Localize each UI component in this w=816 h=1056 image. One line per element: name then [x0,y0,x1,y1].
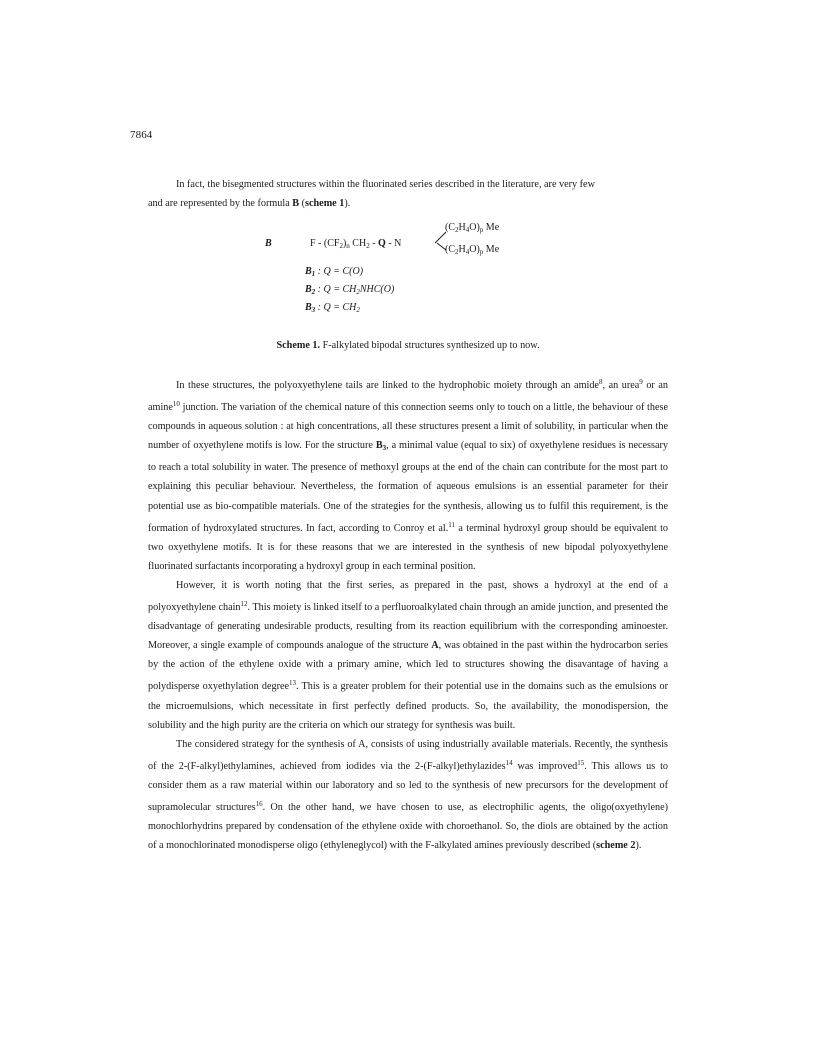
intro-formula-ref: B [292,198,300,209]
variant-b1 [305,266,363,278]
intro-line-2a: and are represented by the formula [148,198,293,209]
scheme-caption [0,340,816,351]
caption-text: F-alkylated bipodal structures synthesized up to now. [320,340,540,351]
formula-branches [425,222,545,258]
variant-b1-name: $B_1$ [305,266,316,278]
scheme-structure-label: B [265,238,272,249]
intro-paragraph [148,175,668,213]
formula-branch-top: $(C_2H_4O)_p$ Me [445,222,500,234]
intro-scheme-ref: scheme 1 [305,198,345,209]
variant-b3-name: $B_3$ [305,302,316,314]
formula-branch-bottom: $(C_2H_4O)_p$ Me [445,244,500,256]
variant-b3 [305,302,360,314]
paragraph-1: In these structures, the polyoxyethylene tails are linked to the hydrophobic moiety through an amide$^8$, an urea$^9$ or an amine$^{10}$ junction. The variation of the chemical nature of this connection seems only to touch on a little, the behaviour of these compounds in aqueous solution : at high concentrations, all these structures present a limit of solubility, in particular when the number of oxyethylene motifs is low. For the structure $B_3$, a minimal value (equal to six) of oxyethylene residues is necessary to reach a total solubility in water. The presence of methoxyl groups at the end of the chain can contribute for the most part to explaining this peculiar behaviour. Nevertheless, the formation of aqueous emulsions is an essential parameter for their potential use as bio-compatible materials. One of the strategies for the synthesis, allowing us to fulfil this requirement, is the formation of hydroxylated structures. In fact, according to Conroy et al.$^{11}$ a terminal hydroxyl group should be equivalent to two oxyethylene motifs. It is for these reasons that we are interested in the synthesis of new bipodal polyoxyethylene fluorinated surfactants incorporating a hydroxyl group in each terminal position. [148,378,668,572]
page-number: 7864 [130,129,153,141]
formula-main-chain: F - $(CF_2)_n$ $CH_2$ - Q - N [310,238,402,250]
body-text [148,373,668,855]
intro-line-2c: ( [299,198,306,209]
variant-b2 [305,284,394,296]
paragraph-3: The considered strategy for the synthesis of A, consists of using industrially available materials. Recently, the synthesis of the 2-(F-alkyl)ethylamines, achieved from iodides via the 2-(F-alkyl)ethylazides$^{14}$ was improved$^{15}$. This allows us to consider them as a raw material within our laboratory and so led to the synthesis of new precursors for the development of supramolecular structures$^{16}$. On the other hand, we have chosen to use, as electrophilic agents, the oligo(oxyethylene) monochlorhydrins prepared by condensation of the ethylene oxide with choroethanol. So, the diols are obtained by the action of a monochlorinated monodisperse oligo (ethyleneglycol) with the F-alkylated amines previously described (scheme 2). [148,738,669,852]
caption-label: Scheme 1. [276,340,321,351]
variant-b1-def: : Q = C(O) [315,266,364,277]
intro-line-1: In fact, the bisegmented structures within the fluorinated series described in the literature, are very few [176,179,595,190]
paragraph-2: However, it is worth noting that the first series, as prepared in the past, shows a hydroxyl at the end of a polyoxyethylene chain$^{12}$. This moiety is linked itself to a perfluoroalkylated chain through an amide junction, and presented the disadvantage of generating undesirable products, resulting from its reaction equilibrium with the corresponding aminoester. Moreover, a single example of compounds analogue of the structure A, was obtained in the past within the hydrocarbon series by the action of the ethylene oxide with a primary amine, which led to structures showing the disavantage of having a polydisperse oxyethylation degree$^{13}$. This is a greater problem for their potential use in the domains such as the emulsions or the microemulsions, which necessitate in first perfectly defined products. So, the availability, the monodispersion, the solubility and the high purity are the criteria on which our strategy for synthesis was built. [148,579,669,731]
variant-b2-def: : $Q = CH_2NHC(O)$ [315,284,395,296]
intro-line-2e: ). [344,198,351,209]
variant-b2-name: $B_2$ [305,284,316,296]
variant-b3-def: : $Q = CH_2$ [315,302,360,314]
scheme-1-formula [265,222,585,322]
